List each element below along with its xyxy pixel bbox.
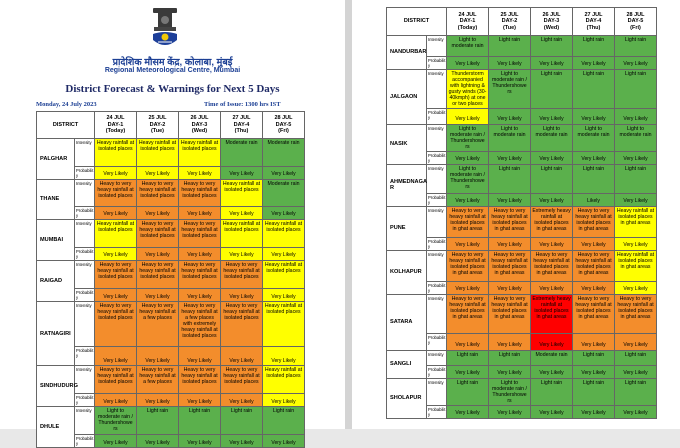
probability-cell: Very Likely [573,57,615,70]
day-column-header [263,112,305,139]
district-name: NANDURBAR [387,36,427,70]
day-dow: (Tue) [150,128,165,135]
warning-cell: Light to moderate rain / Thundershowe rs [447,124,489,151]
warning-cell: Heavy to very heavy rainfall at isolated places [137,261,179,289]
probability-cell: Very Likely [531,334,573,351]
warning-cell: Light rain [221,407,263,435]
district-name: DHULE [37,407,75,448]
intensity-label: Intensity [75,302,95,347]
probability-cell: Very Likely [615,282,657,295]
probability-cell: Very Likely [489,151,531,164]
probability-cell: Very Likely [531,282,573,295]
district-row-probability [387,406,657,419]
warning-cell: Light to moderate rain [531,124,573,151]
day-dow: (Tue) [502,24,517,31]
warning-cell: Heavy to very heavy rainfall at isolated places [137,180,179,207]
district-row [387,351,657,366]
probability-cell: Very Likely [95,167,137,180]
warning-cell: Heavy rainfall at isolated places [179,139,221,167]
day-column-header [489,8,531,36]
warning-cell: Light rain [615,351,657,366]
page-divider [345,0,352,429]
warning-cell: Heavy to very heavy rainfall at isolated places [221,366,263,394]
issue-time: Time of Issue: 1300 hrs IST [204,101,281,108]
day-date: 25 JUL [500,11,519,18]
probability-label: Probabilit y [427,334,447,351]
warning-cell: Heavy to very heavy rainfall at isolated places in ghat areas [573,295,615,334]
day-date: 24 JUL [458,11,477,18]
district-name: NASIK [387,124,427,164]
probability-cell: Very Likely [531,108,573,124]
probability-cell: Very Likely [615,57,657,70]
warning-cell: Heavy to very heavy rainfall at isolated places in ghat areas [573,207,615,238]
probability-cell: Very Likely [137,347,179,366]
day-date: 26 JUL [542,11,561,18]
district-row-probability [37,167,305,180]
probability-cell: Very Likely [615,108,657,124]
emblem-icon [150,6,180,52]
probability-cell: Very Likely [95,394,137,407]
probability-cell: Very Likely [179,435,221,448]
warning-cell: Light rain [573,36,615,57]
district-row [37,261,305,289]
probability-cell: Very Likely [615,238,657,251]
probability-label: Probabilit y [428,194,446,205]
probability-cell: Very Likely [263,167,305,180]
probability-cell: Very Likely [531,193,573,206]
district-row-probability [387,193,657,206]
district-row [387,379,657,406]
warning-cell: Light to moderate rain [489,124,531,151]
probability-cell: Very Likely [221,167,263,180]
warning-cell: Heavy to very heavy rainfall at isolated places [179,220,221,248]
day-day: DAY-2 [501,18,518,25]
intensity-label: Intensity [75,180,95,207]
probability-cell: Very Likely [447,108,489,124]
day-day: DAY-4 [585,18,602,25]
probability-cell: Very Likely [531,57,573,70]
district-row [37,180,305,207]
warning-cell: Light to moderate rain / Thundershowe rs [489,70,531,109]
probability-cell: Very Likely [137,394,179,407]
probability-cell: Very Likely [221,435,263,448]
warning-cell: Light rain [489,351,531,366]
warning-cell: Heavy rainfall at isolated places [263,220,305,248]
probability-cell: Very Likely [95,248,137,261]
district-name: RATNAGIRI [37,302,75,366]
district-row [387,164,657,193]
warning-cell: Light to moderate rain [615,124,657,151]
district-row [387,124,657,151]
warning-cell: Light to moderate rain [573,124,615,151]
probability-cell: Very Likely [573,334,615,351]
district-name: PALGHAR [37,139,75,180]
probability-cell: Very Likely [95,289,137,302]
warning-cell: Light rain [447,379,489,406]
district-row [387,207,657,238]
warning-cell: Heavy rainfall at isolated places [137,139,179,167]
probability-cell: Very Likely [95,207,137,220]
probability-cell: Very Likely [179,394,221,407]
warning-cell: Heavy rainfall at isolated places [263,302,305,347]
district-row-probability [37,248,305,261]
probability-cell: Very Likely [263,207,305,220]
warning-cell: Heavy to very heavy rainfall at isolated places [95,302,137,347]
probability-label: Probabilit y [76,168,94,179]
district-row-probability [37,435,305,448]
probability-cell: Very Likely [531,366,573,379]
district-name: AHMEDNAGA R [387,164,427,206]
day-dow: (Wed) [191,128,208,135]
intensity-label: Intensity [427,164,447,193]
day-day: DAY-2 [149,121,166,128]
intensity-label: Intensity [75,261,95,289]
district-row [37,366,305,394]
intensity-label: Intensity [75,139,95,167]
day-column-header [95,112,137,139]
warning-cell: Light rain [573,351,615,366]
probability-label: Probabilit y [76,249,94,260]
probability-label: Probabilit y [428,58,446,69]
district-row-probability [37,207,305,220]
intensity-label: Intensity [427,36,447,57]
district-name: JALGAON [387,70,427,125]
warning-cell: Light to moderate rain / Thundershowe rs [95,407,137,435]
forecast-table-left [36,111,305,448]
district-column-header: DISTRICT [387,8,447,36]
warning-cell: Light rain [615,164,657,193]
district-row-probability [387,57,657,70]
district-row-probability [387,282,657,295]
day-day: DAY-3 [543,18,560,25]
probability-label: Probabilit y [428,239,446,250]
probability-cell: Very Likely [489,57,531,70]
warning-cell: Heavy to very heavy rainfall at isolated places in ghat areas [489,251,531,282]
probability-cell: Very Likely [179,248,221,261]
day-column-header [447,8,489,36]
probability-cell: Very Likely [531,151,573,164]
district-row-probability [37,347,305,366]
day-dow: (Thu) [234,128,249,135]
district-row [37,407,305,435]
probability-cell: Very Likely [573,238,615,251]
warning-cell: Heavy rainfall at isolated places [95,220,137,248]
district-name: SHOLAPUR [387,379,427,419]
district-name: SINDHUDURG [37,366,75,407]
warning-cell: Light rain [573,164,615,193]
probability-cell: Very Likely [615,151,657,164]
warning-cell: Heavy to very heavy rainfall at isolated places [221,261,263,289]
probability-cell: Very Likely [447,282,489,295]
probability-cell: Very Likely [489,366,531,379]
district-row [37,139,305,167]
probability-cell: Likely [573,193,615,206]
warning-cell: Heavy to very heavy rainfall at isolated places [179,180,221,207]
probability-cell: Very Likely [221,248,263,261]
warning-cell: Heavy rainfall at isolated places in ghat areas [615,251,657,282]
day-date: 28 JUL [626,11,645,18]
document-title: District Forecast & Warnings for Next 5 Days [65,83,280,95]
district-row [387,36,657,57]
warning-cell: Heavy to very heavy rainfall at isolated places in ghat areas [489,207,531,238]
probability-cell: Very Likely [489,238,531,251]
warning-cell: Light rain [615,70,657,109]
probability-cell: Very Likely [179,347,221,366]
probability-cell: Very Likely [489,406,531,419]
warning-cell: Heavy to very heavy rainfall at isolated places in ghat areas [447,207,489,238]
probability-cell: Very Likely [221,347,263,366]
warning-cell: Light rain [531,36,573,57]
probability-cell: Very Likely [447,193,489,206]
probability-cell: Very Likely [263,289,305,302]
probability-label: Probabilit y [428,367,446,378]
warning-cell: Light rain [489,164,531,193]
warning-cell: Extremely heavy rainfall at isolated places in ghat areas [531,207,573,238]
warning-cell: Heavy to very heavy rainfall at isolated places in ghat areas [447,295,489,334]
warning-cell: Light to moderate rain / Thundershowe rs [489,379,531,406]
probability-cell: Very Likely [447,151,489,164]
warning-cell: Heavy rainfall at isolated places [263,366,305,394]
warning-cell: Light rain [531,379,573,406]
warning-cell: Heavy rainfall at isolated places [263,261,305,289]
warning-cell: Moderate rain [263,180,305,207]
district-row [37,220,305,248]
day-dow: (Thu) [586,24,601,31]
district-row-probability [37,394,305,407]
intensity-label: Intensity [427,251,447,282]
probability-cell: Very Likely [489,108,531,124]
warning-cell: Light rain [263,407,305,435]
day-day: DAY-1 [107,121,124,128]
district-column-header: DISTRICT [37,112,95,139]
probability-cell: Very Likely [573,151,615,164]
warning-cell: Moderate rain [263,139,305,167]
probability-cell: Very Likely [447,57,489,70]
probability-label: Probabilit y [75,347,95,366]
probability-cell: Very Likely [447,406,489,419]
warning-cell: Heavy to very heavy rainfall at isolated places in ghat areas [489,295,531,334]
probability-cell: Very Likely [615,334,657,351]
warning-cell: Light rain [573,70,615,109]
intensity-label: Intensity [427,295,447,334]
probability-cell: Very Likely [489,334,531,351]
day-date: 26 JUL [190,115,209,122]
warning-cell: Heavy to very heavy rainfall at isolated places in ghat areas [447,251,489,282]
day-day: DAY-3 [191,121,208,128]
day-dow: (Today) [457,24,478,31]
probability-cell: Very Likely [179,207,221,220]
warning-cell: Heavy to very heavy rainfall at isolated places [179,366,221,394]
table-header-row [387,8,657,36]
warning-cell: Heavy to very heavy rainfall at isolated places in ghat areas [615,295,657,334]
probability-cell: Very Likely [221,394,263,407]
probability-cell: Very Likely [573,282,615,295]
warning-cell: Heavy to very heavy rainfall at a few places [137,366,179,394]
district-name: RAIGAD [37,261,75,302]
day-dow: (Wed) [543,24,560,31]
probability-cell: Very Likely [137,248,179,261]
day-date: 28 JUL [274,115,293,122]
intensity-label: Intensity [427,351,447,366]
probability-cell: Very Likely [615,193,657,206]
probability-cell: Very Likely [221,207,263,220]
intensity-label: Intensity [75,407,95,435]
probability-label: Probabilit y [427,108,447,124]
district-row [387,70,657,109]
day-column-header [573,8,615,36]
warning-cell: Heavy to very heavy rainfall at isolated places [221,302,263,347]
district-row-probability [387,366,657,379]
warning-cell: Heavy to very heavy rainfall at isolated places [137,220,179,248]
warning-cell: Light rain [615,379,657,406]
probability-cell: Very Likely [179,289,221,302]
probability-label: Probabilit y [428,407,446,418]
probability-cell: Very Likely [221,289,263,302]
probability-cell: Very Likely [573,406,615,419]
page-right [352,0,680,429]
intensity-label: Intensity [75,366,95,394]
district-row [387,295,657,334]
warning-cell: Light rain [489,36,531,57]
probability-cell: Very Likely [137,207,179,220]
probability-cell: Very Likely [615,406,657,419]
warning-cell: Light to moderate rain [447,36,489,57]
warning-cell: Heavy rainfall at isolated places [95,139,137,167]
day-column-header [221,112,263,139]
district-row-probability [387,151,657,164]
warning-cell: Heavy to very heavy rainfall at isolated places [95,180,137,207]
office-hindi-name: प्रादेशिक मौसम केंद्र, कोलाबा, मुंबई [112,57,233,68]
intensity-label: Intensity [75,220,95,248]
probability-cell: Very Likely [573,108,615,124]
warning-cell: Extremely heavy rainfall at isolated places in ghat areas [531,295,573,334]
warning-cell: Heavy to very heavy rainfall at a few places [137,302,179,347]
district-name: SANGLI [387,351,427,379]
probability-label: Probabilit y [76,290,94,301]
day-day: DAY-4 [233,121,250,128]
district-name: SATARA [387,295,427,351]
issue-date: Monday, 24 July 2023 [36,101,97,108]
warning-cell: Light rain [179,407,221,435]
warning-cell: Light rain [531,70,573,109]
forecast-table-right [386,7,657,419]
warning-cell: Light rain [573,379,615,406]
district-row [387,251,657,282]
probability-cell: Very Likely [263,394,305,407]
probability-cell: Very Likely [573,366,615,379]
district-row [37,302,305,347]
probability-cell: Very Likely [263,347,305,366]
probability-cell: Very Likely [263,248,305,261]
day-dow: (Fri) [278,128,289,135]
probability-label: Probabilit y [76,436,94,447]
district-row-probability [387,334,657,351]
day-day: DAY-1 [459,18,476,25]
district-name: MUMBAI [37,220,75,261]
warning-cell: Heavy rainfall at isolated places [221,180,263,207]
probability-cell: Very Likely [179,167,221,180]
warning-cell: Heavy to very heavy rainfall at isolated places [95,366,137,394]
probability-cell: Very Likely [137,289,179,302]
intensity-label: Intensity [427,124,447,151]
warning-cell: Heavy to very heavy rainfall at isolated places [179,261,221,289]
probability-cell: Very Likely [447,366,489,379]
probability-cell: Very Likely [137,435,179,448]
warning-cell: Moderate rain [531,351,573,366]
probability-cell: Very Likely [263,435,305,448]
probability-cell: Very Likely [447,334,489,351]
warning-cell: Light rain [531,164,573,193]
warning-cell: Light rain [615,36,657,57]
warning-cell: Heavy to very heavy rainfall at a few places with extremely heavy rainfall at isolated places [179,302,221,347]
probability-cell: Very Likely [489,193,531,206]
day-date: 27 JUL [584,11,603,18]
probability-cell: Very Likely [447,238,489,251]
day-column-header [137,112,179,139]
day-column-header [179,112,221,139]
warning-cell: Thunderstorm accompanied with lightning & gusty winds (30-40kmph) at one or two places [447,70,489,109]
intensity-label: Intensity [427,207,447,238]
day-date: 25 JUL [148,115,167,122]
day-day: DAY-5 [627,18,644,25]
district-row-probability [387,238,657,251]
probability-cell: Very Likely [137,167,179,180]
day-column-header [531,8,573,36]
district-row-probability [387,108,657,124]
office-english-name: Regional Meteorological Centre, Mumbai [104,67,241,74]
table-header-row [37,112,305,139]
intensity-label: Intensity [427,379,447,406]
probability-cell: Very Likely [615,366,657,379]
day-dow: (Fri) [630,24,641,31]
day-day: DAY-5 [275,121,292,128]
warning-cell: Heavy to very heavy rainfall at isolated places in ghat areas [531,251,573,282]
day-column-header [615,8,657,36]
warning-cell: Heavy to very heavy rainfall at isolated places in ghat areas [573,251,615,282]
probability-cell: Very Likely [95,435,137,448]
day-date: 27 JUL [232,115,251,122]
warning-cell: Heavy rainfall at isolated places in ghat areas [615,207,657,238]
warning-cell: Heavy rainfall at isolated places [221,220,263,248]
probability-cell: Very Likely [531,406,573,419]
day-dow: (Today) [105,128,126,135]
probability-label: Probabilit y [76,208,94,219]
district-name: KOLHAPUR [387,251,427,295]
day-date: 24 JUL [106,115,125,122]
warning-cell: Light to moderate rain / Thundershowe rs [447,164,489,193]
warning-cell: Moderate rain [221,139,263,167]
district-name: THANE [37,180,75,220]
warning-cell: Light rain [447,351,489,366]
probability-cell: Very Likely [531,238,573,251]
intensity-label: Intensity [427,70,447,109]
probability-cell: Very Likely [489,282,531,295]
warning-cell: Light rain [137,407,179,435]
probability-label: Probabilit y [76,395,94,406]
probability-label: Probabilit y [428,152,446,163]
warning-cell: Heavy to very heavy rainfall at isolated places [95,261,137,289]
district-name: PUNE [387,207,427,251]
probability-cell: Very Likely [95,347,137,366]
probability-label: Probabilit y [428,283,446,294]
district-row-probability [37,289,305,302]
